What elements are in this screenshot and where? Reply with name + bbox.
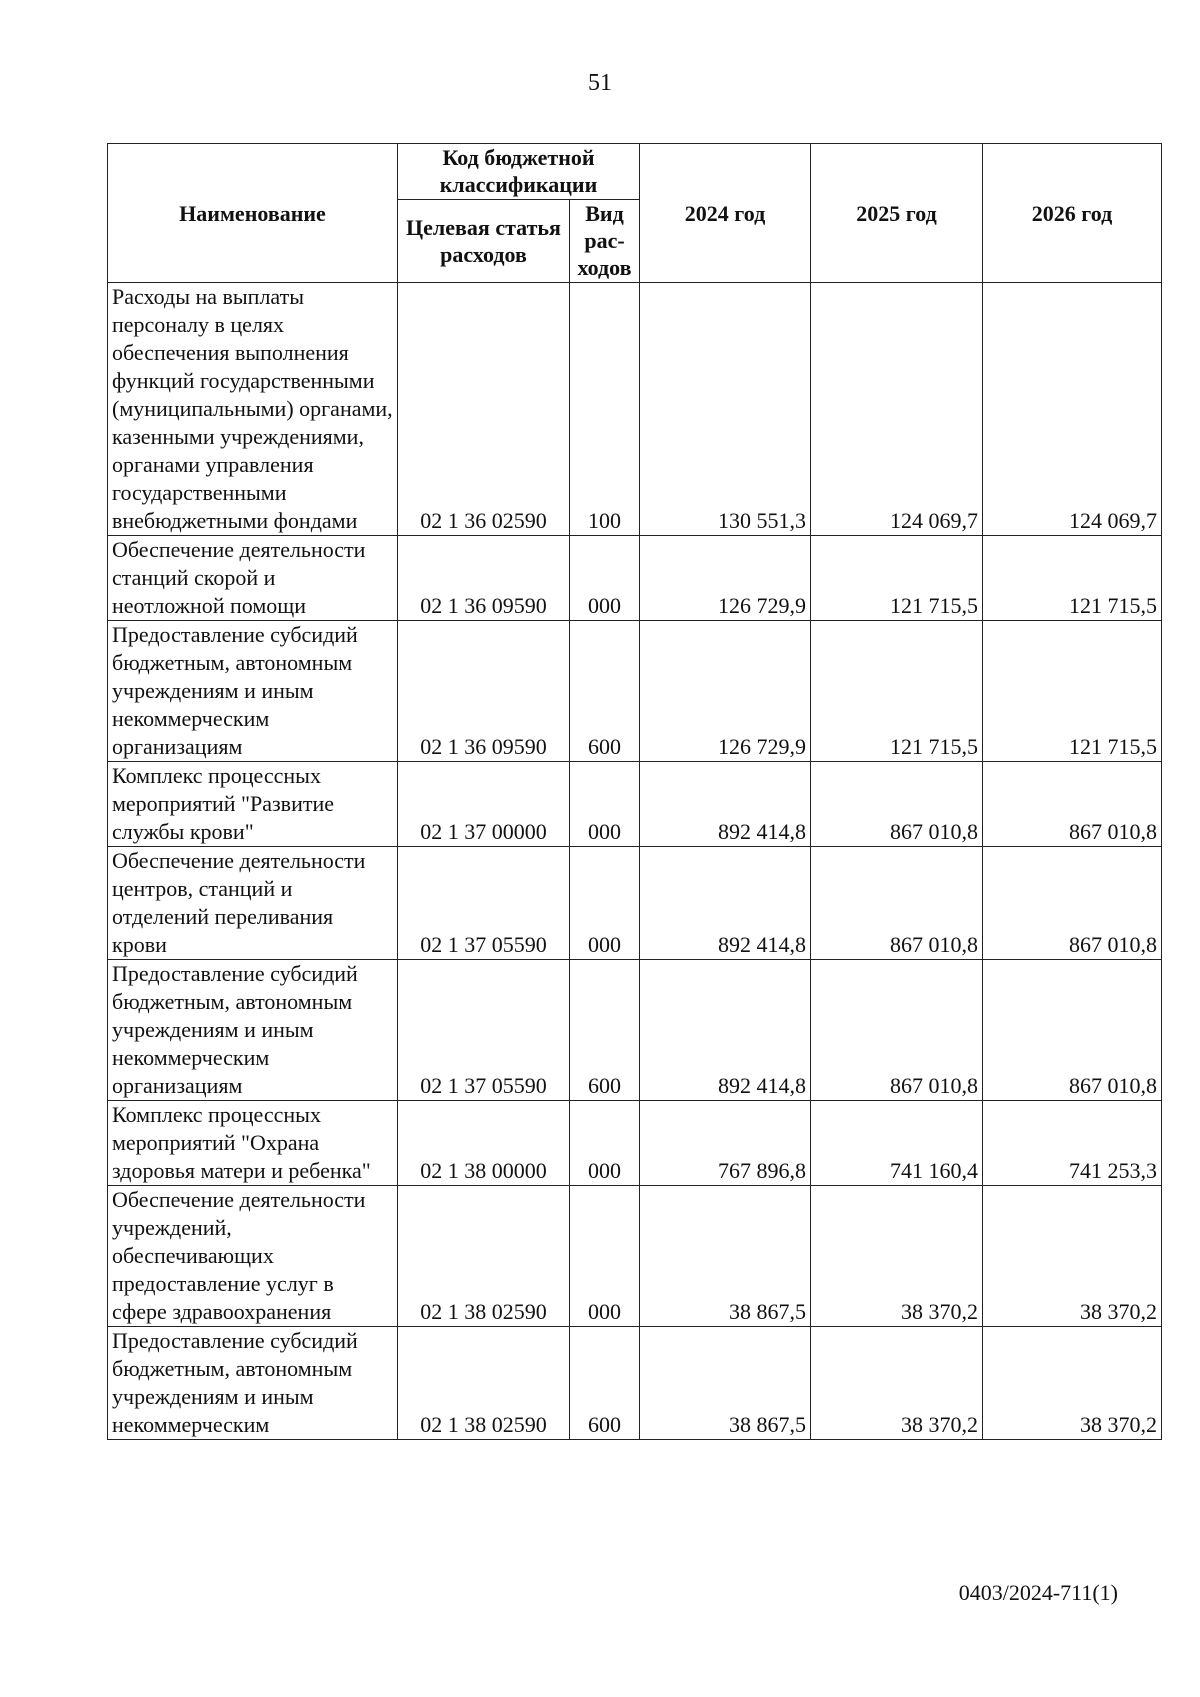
row-amount-2026: 38 370,2 xyxy=(983,1186,1162,1327)
row-name: Предоставление субсидий бюджетным, автономным учреждениям и иным некоммерческим организациям xyxy=(108,960,398,1101)
row-expense-type: 600 xyxy=(570,621,640,762)
row-expense-type: 000 xyxy=(570,762,640,847)
row-amount-2025: 867 010,8 xyxy=(811,847,983,960)
row-expense-type: 000 xyxy=(570,1186,640,1327)
row-target-article: 02 1 36 09590 xyxy=(398,621,570,762)
row-amount-2025: 741 160,4 xyxy=(811,1101,983,1186)
row-expense-type: 600 xyxy=(570,960,640,1101)
row-expense-type: 000 xyxy=(570,847,640,960)
row-amount-2026: 38 370,2 xyxy=(983,1327,1162,1440)
row-name: Предоставление субсидий бюджетным, автономным учреждениям и иным некоммерческим xyxy=(108,1327,398,1440)
table-row xyxy=(108,1327,1162,1440)
row-name: Обеспечение деятельности центров, станций и отделений переливания крови xyxy=(108,847,398,960)
budget-table xyxy=(107,143,1162,1440)
table-row xyxy=(108,1186,1162,1327)
row-amount-2025: 121 715,5 xyxy=(811,621,983,762)
row-name: Предоставление субсидий бюджетным, автономным учреждениям и иным некоммерческим организациям xyxy=(108,621,398,762)
row-amount-2026: 121 715,5 xyxy=(983,536,1162,621)
row-name: Обеспечение деятельности учреждений, обеспечивающих предоставление услуг в сфере здравоохранения xyxy=(108,1186,398,1327)
row-amount-2024: 767 896,8 xyxy=(640,1101,811,1186)
table-row xyxy=(108,283,1162,536)
row-target-article: 02 1 38 00000 xyxy=(398,1101,570,1186)
header-2026: 2026 год xyxy=(983,144,1162,283)
header-target-article: Целевая статья расходов xyxy=(398,199,570,282)
row-amount-2025: 121 715,5 xyxy=(811,536,983,621)
header-2025: 2025 год xyxy=(811,144,983,283)
header-row xyxy=(108,144,1162,200)
row-expense-type: 100 xyxy=(570,283,640,536)
row-name: Расходы на выплаты персоналу в целях обеспечения выполнения функций государственными (муниципальными) органами, казенными учреждениями, органами управления государственными внебюджетными фондами xyxy=(108,283,398,536)
row-target-article: 02 1 38 02590 xyxy=(398,1327,570,1440)
row-expense-type: 600 xyxy=(570,1327,640,1440)
header-code-group: Код бюджетной классификации xyxy=(398,144,640,200)
row-amount-2024: 892 414,8 xyxy=(640,762,811,847)
row-target-article: 02 1 37 00000 xyxy=(398,762,570,847)
row-amount-2024: 38 867,5 xyxy=(640,1186,811,1327)
row-amount-2026: 124 069,7 xyxy=(983,283,1162,536)
row-amount-2026: 121 715,5 xyxy=(983,621,1162,762)
page-number: 51 xyxy=(588,70,612,96)
table-row xyxy=(108,536,1162,621)
header-name: Наименование xyxy=(108,144,398,283)
row-amount-2025: 38 370,2 xyxy=(811,1186,983,1327)
row-amount-2025: 124 069,7 xyxy=(811,283,983,536)
row-amount-2024: 892 414,8 xyxy=(640,847,811,960)
row-amount-2024: 892 414,8 xyxy=(640,960,811,1101)
row-amount-2024: 130 551,3 xyxy=(640,283,811,536)
row-amount-2025: 38 370,2 xyxy=(811,1327,983,1440)
table-row xyxy=(108,621,1162,762)
row-expense-type: 000 xyxy=(570,536,640,621)
row-amount-2024: 126 729,9 xyxy=(640,621,811,762)
row-target-article: 02 1 36 02590 xyxy=(398,283,570,536)
row-amount-2026: 867 010,8 xyxy=(983,960,1162,1101)
row-target-article: 02 1 38 02590 xyxy=(398,1186,570,1327)
document-number: 0403/2024-711(1) xyxy=(958,1580,1118,1605)
table-row xyxy=(108,762,1162,847)
row-amount-2026: 741 253,3 xyxy=(983,1101,1162,1186)
row-amount-2024: 126 729,9 xyxy=(640,536,811,621)
row-name: Комплекс процессных мероприятий "Охрана здоровья матери и ребенка" xyxy=(108,1101,398,1186)
row-name: Обеспечение деятельности станций скорой и неотложной помощи xyxy=(108,536,398,621)
row-target-article: 02 1 37 05590 xyxy=(398,847,570,960)
row-target-article: 02 1 37 05590 xyxy=(398,960,570,1101)
row-amount-2025: 867 010,8 xyxy=(811,762,983,847)
row-target-article: 02 1 36 09590 xyxy=(398,536,570,621)
row-name: Комплекс процессных мероприятий "Развитие службы крови" xyxy=(108,762,398,847)
row-amount-2026: 867 010,8 xyxy=(983,762,1162,847)
row-amount-2026: 867 010,8 xyxy=(983,847,1162,960)
header-2024: 2024 год xyxy=(640,144,811,283)
row-amount-2024: 38 867,5 xyxy=(640,1327,811,1440)
table-row xyxy=(108,847,1162,960)
row-expense-type: 000 xyxy=(570,1101,640,1186)
table-row xyxy=(108,1101,1162,1186)
header-expense-type: Вид рас-ходов xyxy=(570,199,640,282)
table-row xyxy=(108,960,1162,1101)
row-amount-2025: 867 010,8 xyxy=(811,960,983,1101)
